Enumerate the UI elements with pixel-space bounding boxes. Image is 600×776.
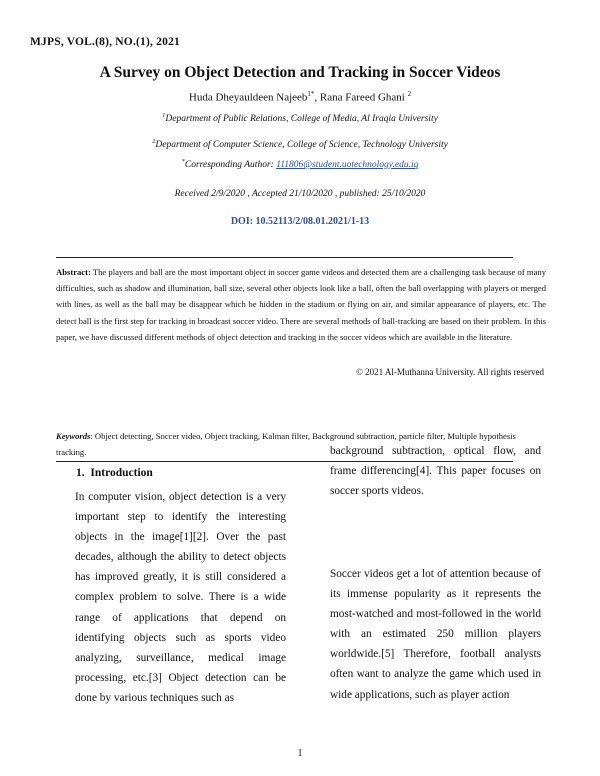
paper-title: A Survey on Object Detection and Tracking in Soccer Videos (99, 64, 501, 81)
corresponding-sup: * (181, 158, 185, 165)
abstract-top-rule (56, 257, 513, 258)
author-1: Huda Dheyauldeen Najeeb (188, 91, 308, 104)
journal-header: MJPS, VOL.(8), NO.(1), 2021 (30, 36, 180, 48)
affiliation-2 (0, 138, 600, 150)
keywords-label: Keywords (56, 431, 91, 441)
author-list (0, 90, 600, 104)
left-column (75, 487, 286, 708)
corresponding-email-link[interactable]: 111806@student.uotechnology.edu.iq (276, 160, 419, 171)
affiliation-2-text: Department of Computer Science, College of Science, Technology University (155, 140, 448, 151)
right-paragraph-1: background subtraction, optical flow, and frame differencing[4]. This paper focuses on soccer sports videos. (330, 445, 541, 498)
abstract-label: Abstract: (56, 267, 91, 277)
right-column-top (330, 441, 541, 501)
affiliation-1-sup: 1 (162, 112, 166, 119)
copyright: © 2021 Al-Muthanna University. All rights reserved (356, 367, 544, 377)
section-number: 1. (76, 467, 85, 479)
page-number: 1 (297, 748, 303, 759)
right-column-bottom (330, 564, 541, 705)
affiliation-1 (0, 112, 600, 124)
author-2: Rana Fareed Ghani (319, 91, 405, 104)
section-title: Introduction (90, 467, 153, 479)
author-separator: , (314, 91, 320, 104)
abstract-text: The players and ball are the most important object in soccer game videos and detected them are a challenging task because of many difficulties, such as shadow and illumination, ball size, several other objects look like a ball, often the ball overlapping with players or merged with lines, as well as the ball may be disappear which be hidden in the stadium or flying on air, and similar appearance of players, etc. The detect ball is the first step for tracking in broadcast soccer video. There are several methods of ball-tracking are based on their problem. In this paper, we have discussed different methods of object detection and tracking in the soccer videos which are available in the literature. (56, 267, 546, 342)
section-heading (76, 467, 153, 479)
author-2-sup: 2 (407, 90, 412, 98)
author-1-sup: 1* (307, 90, 315, 98)
right-paragraph-2: Soccer videos get a lot of attention because of its immense popularity as it represents the most-watched and most-followed in the world with an estimated 250 million players worldwide.[5] Therefore, football analysts often want to analyze the game which used in wide applications, such as player action (330, 568, 541, 701)
corresponding-label: Corresponding Author: (184, 160, 277, 171)
corresponding-author (0, 158, 600, 170)
affiliation-2-sup: 2 (152, 138, 156, 145)
intro-paragraph: In computer vision, object detection is a very important step to identify the interesting objects in the image[1][2]. Over the past decades, although the ability to detect objects has improved greatly, it is still considered a complex problem to solve. There is a wide range of applications that depend on identifying objects such as sports video analyzing, surveillance, medical image processing, etc.[3] Object detection can be done by various techniques such as (75, 491, 286, 704)
affiliation-1-text: Department of Public Relations, College of Media, Al Iraqia University (165, 114, 438, 125)
publication-dates: Received 2/9/2020 , Accepted 21/10/2020 , published: 25/10/2020 (174, 189, 426, 199)
doi-link[interactable]: DOI: 10.52113/2/08.01.2021/1-13 (230, 216, 370, 227)
abstract (56, 264, 546, 345)
keywords-text: : Object detecting, Soccer video, Object tracking, Kalman filter, Background subtraction, particle filter, Multiple hypothesis tracking. (56, 431, 516, 457)
